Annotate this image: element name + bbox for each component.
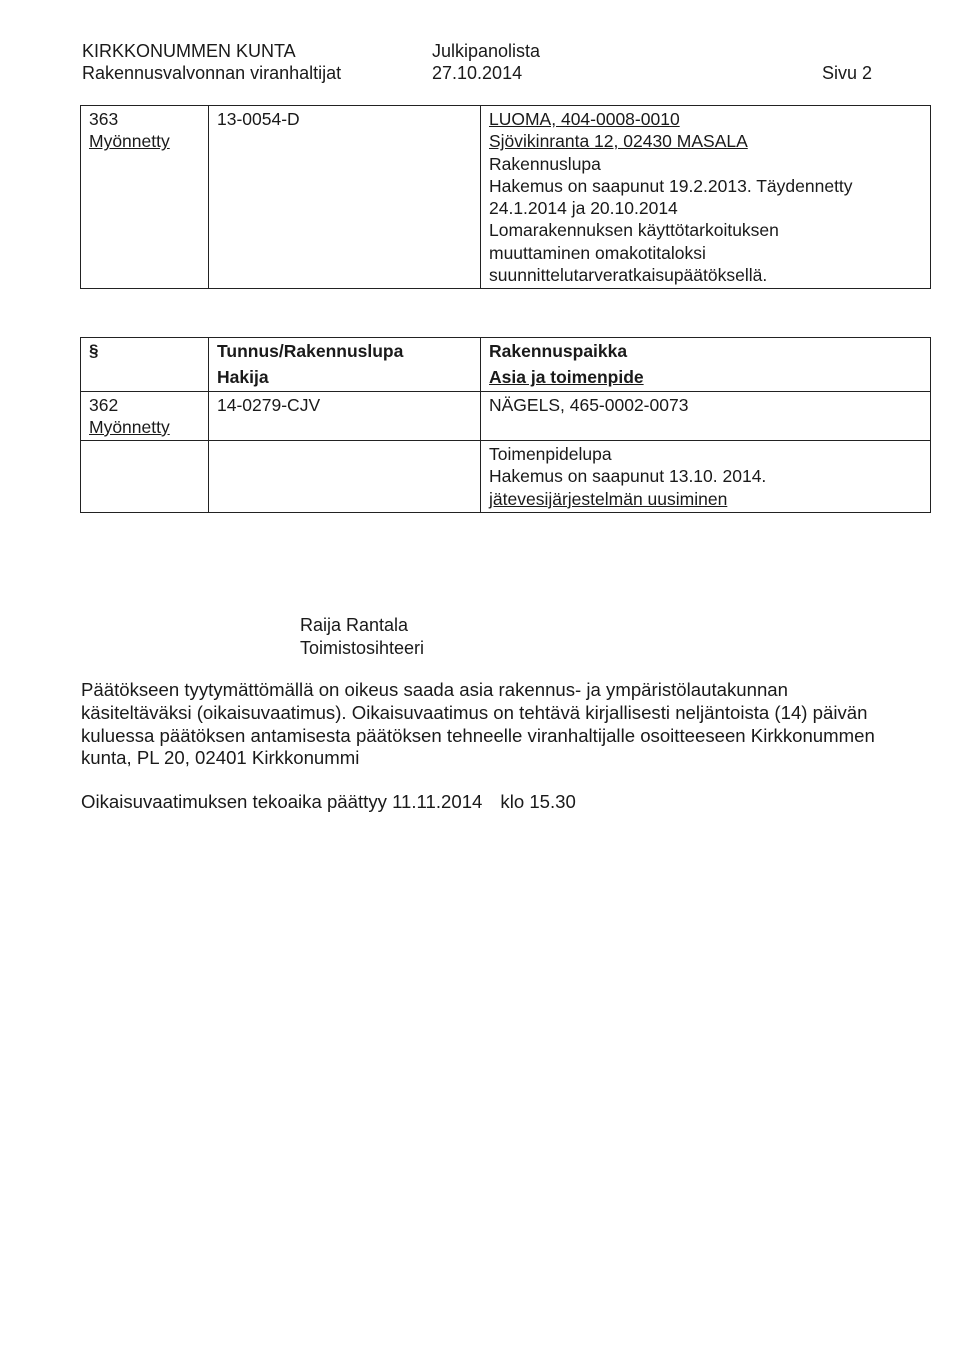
- column-header-rakennuspaikka: Rakennuspaikka: [489, 341, 628, 361]
- section-symbol-cell: [81, 338, 209, 365]
- table-header-row: [81, 338, 931, 365]
- action-line: 24.1.2014 ja 20.10.2014: [489, 198, 678, 219]
- column-header-asia: Asia ja toimenpide: [489, 367, 644, 388]
- signer-title: Toimistosihteeri: [300, 638, 425, 658]
- record-number-cell: [81, 391, 209, 441]
- address-line: Sjövikinranta 12, 02430 MASALA: [489, 131, 748, 152]
- section-symbol: §: [89, 341, 99, 360]
- column-header-place: [481, 338, 931, 365]
- column-header-tunnus: Tunnus/Rakennuslupa: [217, 341, 404, 361]
- action-line: Rakennuslupa: [489, 153, 601, 174]
- appeal-deadline: [81, 791, 576, 814]
- table-row: [81, 106, 931, 289]
- appeal-paragraph: [81, 679, 875, 770]
- place-cell: [481, 391, 931, 441]
- table-row: [81, 441, 931, 513]
- page-number: Sivu 2: [822, 63, 873, 83]
- record-number: 362: [89, 394, 119, 415]
- action-line: muuttaminen omakotitaloksi: [489, 242, 706, 263]
- permit-id: 14-0279-CJV: [217, 394, 321, 415]
- permit-id-cell: [209, 106, 481, 289]
- record-table-362: [80, 337, 931, 513]
- place-action-cell: [481, 106, 931, 289]
- record-status: Myönnetty: [89, 416, 170, 437]
- action-line: suunnittelutarveratkaisupäätöksellä.: [489, 265, 768, 286]
- signer-name: Raija Rantala: [300, 615, 409, 635]
- document-date: 27.10.2014: [432, 63, 523, 83]
- deadline-time: klo 15.30: [500, 791, 576, 812]
- column-header-permit: [209, 338, 481, 365]
- appeal-line: kunta, PL 20, 02401 Kirkkonummi: [81, 747, 360, 769]
- action-line: Hakemus on saapunut 13.10. 2014.: [489, 466, 767, 487]
- column-header-action: [481, 364, 931, 391]
- municipality-name: KIRKKONUMMEN KUNTA: [82, 41, 296, 61]
- appeal-line: käsiteltäväksi (oikaisuvaatimus). Oikaisuvaatimus on tehtävä kirjallisesti neljäntoista (14) päivän: [81, 701, 868, 723]
- appeal-line: kuluessa päätöksen antamisesta päätöksen tehneelle viranhaltijalle osoitteeseen Kirkkonummen: [81, 724, 875, 746]
- column-header-hakija: Hakija: [217, 367, 269, 388]
- column-header-applicant: [209, 364, 481, 391]
- place-line: NÄGELS, 465-0002-0073: [489, 394, 689, 415]
- deadline-text: Oikaisuvaatimuksen tekoaika päättyy 11.11.2014: [81, 791, 483, 812]
- action-line: Hakemus on saapunut 19.2.2013. Täydennetty: [489, 175, 853, 196]
- record-number: 363: [89, 109, 119, 129]
- record-table-363: [80, 105, 931, 289]
- table-row: [81, 391, 931, 441]
- action-line: Lomarakennuksen käyttötarkoituksen: [489, 220, 779, 241]
- unit-name: Rakennusvalvonnan viranhaltijat: [82, 63, 342, 83]
- appeal-line: Päätökseen tyytymättömällä on oikeus saada asia rakennus- ja ympäristölautakunnan: [81, 679, 788, 700]
- permit-id-cell: [209, 391, 481, 441]
- action-cell: [481, 441, 931, 513]
- place-line: LUOMA, 404-0008-0010: [489, 109, 680, 129]
- record-number-cell: [81, 106, 209, 289]
- record-status: Myönnetty: [89, 131, 170, 152]
- action-line: Toimenpidelupa: [489, 444, 612, 465]
- table-subheader-row: [81, 364, 931, 391]
- document-type: Julkipanolista: [432, 41, 541, 61]
- permit-id: 13-0054-D: [217, 109, 300, 129]
- action-line: jätevesijärjestelmän uusiminen: [489, 488, 728, 509]
